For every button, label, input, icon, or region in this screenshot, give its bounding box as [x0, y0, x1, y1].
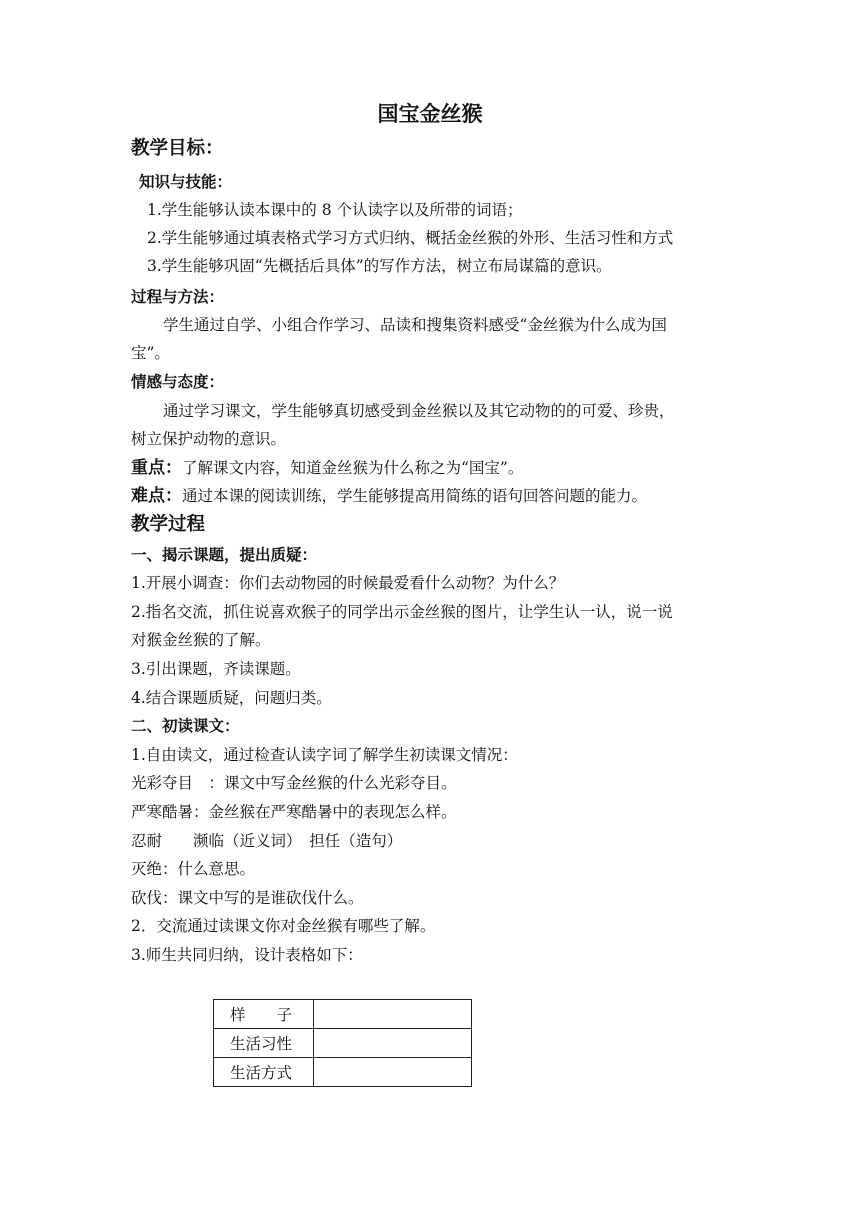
section2-line: 灭绝：什么意思。: [131, 860, 256, 878]
section1-heading: 一、揭示课题，提出质疑：: [131, 545, 318, 564]
section2-line: 1.自由读文，通过检查认读字词了解学生初读课文情况：: [131, 746, 518, 764]
process-text: 学生通过自学、小组合作学习、品读和搜集资料感受“金丝猴为什么成为国: [163, 316, 667, 334]
difficult-point-label: 难点：: [131, 486, 182, 506]
emotion-text: 通过学习课文，学生能够真切感受到金丝猴以及其它动物的的可爱、珍贵，: [163, 402, 675, 420]
section2-line: 严寒酷暑：金丝猴在严寒酷暑中的表现怎么样。: [131, 803, 457, 821]
knowledge-heading: 知识与技能：: [139, 172, 233, 191]
knowledge-item: 3.学生能够巩固“先概括后具体”的写作方法，树立布局谋篇的意识。: [147, 257, 612, 275]
section1-line: 4.结合课题质疑，问题归类。: [131, 689, 332, 707]
section2-line: 砍伐：课文中写的是谁砍伐什么。: [131, 889, 364, 907]
table-row: [214, 1058, 472, 1087]
process-heading: 过程与方法：: [131, 287, 225, 306]
section1-line: 3.引出课题，齐读课题。: [131, 660, 301, 678]
procedure-heading: 教学过程: [131, 514, 206, 535]
table-row: [214, 1029, 472, 1058]
difficult-point: [131, 486, 647, 506]
table-cell-label: 生活方式: [214, 1058, 314, 1087]
page-title: 国宝金丝猴: [377, 101, 483, 126]
objectives-heading: 教学目标：: [131, 138, 224, 159]
section2-line: 3.师生共同归纳，设计表格如下：: [131, 946, 363, 964]
table-cell-label: 生活习性: [214, 1029, 314, 1058]
knowledge-item: 2.学生能够通过填表格式学习方式归纳、概括金丝猴的外形、生活习性和方式: [147, 229, 674, 247]
key-point-label: 重点：: [131, 458, 182, 478]
table-cell-value: [314, 1029, 472, 1058]
section1-line: 1.开展小调查：你们去动物园的时候最爱看什么动物？为什么？: [131, 574, 565, 592]
key-point: [131, 458, 523, 478]
section2-line: 2．交流通过读课文你对金丝猴有哪些了解。: [131, 917, 436, 935]
section1-line: 对猴金丝猴的了解。: [131, 631, 271, 649]
knowledge-item: 1.学生能够认读本课中的 8 个认读字以及所带的词语；: [147, 201, 523, 219]
process-text: 宝”。: [131, 344, 170, 362]
key-point-text: 了解课文内容，知道金丝猴为什么称之为“国宝”。: [182, 459, 524, 477]
section1-line: 2.指名交流，抓住说喜欢猴子的同学出示金丝猴的图片，让学生认一认，说一说: [131, 603, 673, 621]
section2-heading: 二、初读课文：: [131, 716, 240, 735]
section2-line: 忍耐 濒临（近义词） 担任（造句）: [131, 832, 403, 850]
features-table: [213, 999, 472, 1087]
table-cell-label: 样 子: [214, 1000, 314, 1029]
emotion-text: 树立保护动物的意识。: [131, 430, 287, 448]
emotion-heading: 情感与态度：: [131, 372, 225, 391]
section2-line: 光彩夺目 ：课文中写金丝猴的什么光彩夺目。: [131, 774, 457, 792]
table-cell-value: [314, 1000, 472, 1029]
difficult-point-text: 通过本课的阅读训练，学生能够提高用简练的语句回答问题的能力。: [182, 487, 648, 505]
table-cell-value: [314, 1058, 472, 1087]
table-row: [214, 1000, 472, 1029]
